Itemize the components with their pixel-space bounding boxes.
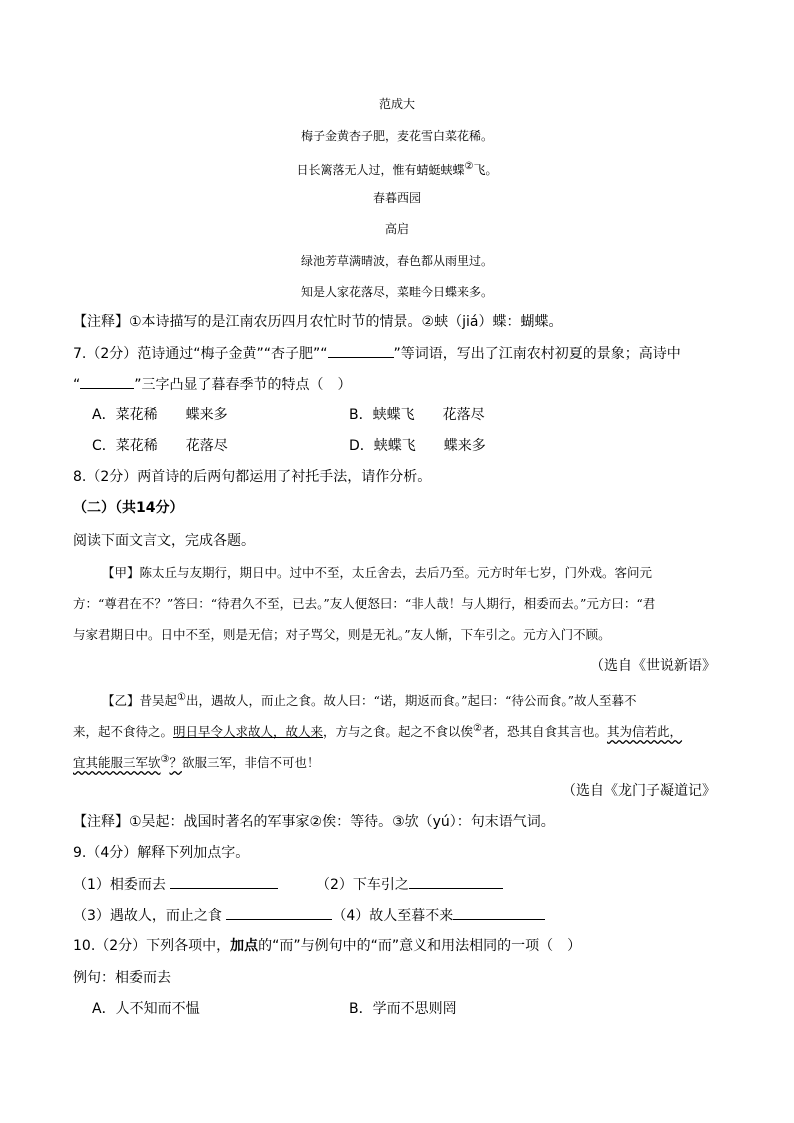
section-heading: （二）（共14分） — [73, 500, 184, 516]
yi-line3-rest: 欲服三军，非信不可也！ — [182, 755, 320, 771]
poem-notes: 【注释】①本诗描写的是江南农历四月农忙时节的情景。②蛱（jiá）蝶：蝴蝶。 — [73, 314, 563, 330]
q7-option-a[interactable]: A．菜花稀 蝶来多 — [92, 407, 228, 423]
question-10 — [73, 936, 581, 956]
answer-blank[interactable] — [170, 874, 278, 889]
yi-line2-mid2: 者，恐其自食其言也。 — [482, 724, 608, 740]
passage-jia-line3: 与家君期日中。日中不至，则是无信；对子骂父，则是无礼。”友人惭，下车引之。元方入门不顾。 — [73, 627, 611, 642]
footnote-mark: ① — [177, 692, 186, 703]
answer-blank[interactable] — [328, 343, 394, 358]
reading-instruction: 阅读下面文言文，完成各题。 — [73, 533, 255, 549]
answer-blank[interactable] — [453, 905, 545, 920]
wavy-underlined-mark: ？ — [169, 755, 182, 771]
q7-option-b[interactable]: B．蛱蝶飞 花落尽 — [349, 407, 485, 423]
q9-item-1-text: （1）相委而去 — [73, 877, 166, 893]
yi-line2-start: 来，起不食待之。 — [73, 724, 174, 740]
poem1-author: 范成大 — [378, 97, 415, 111]
q7-option-c[interactable]: C．菜花稀 花落尽 — [92, 438, 228, 454]
passage-jia-source: （选自《世说新语》 — [590, 658, 716, 674]
answer-blank[interactable] — [80, 374, 134, 389]
question-7 — [73, 343, 681, 364]
yi-line1-start: 【乙】昔吴起 — [102, 693, 178, 709]
passage-yi-source: （选自《龙门子凝道记》 — [562, 783, 716, 799]
q9-item-4-text: （4）故人至暮不来 — [332, 908, 454, 924]
q9-item-3-text: （3）遇故人，而止之食 — [73, 908, 222, 924]
poem2-line2: 知是人家花落尽，菜畦今日蝶来多。 — [300, 285, 493, 299]
poem1-line2 — [0, 157, 794, 180]
q9-item-1 — [73, 874, 278, 895]
q7-text-3: “ — [73, 377, 81, 393]
passage-yi-line1 — [102, 688, 637, 711]
footnote-mark: ② — [473, 723, 483, 734]
poem2-line1: 绿池芳草满晴波，春色都从雨里过。 — [300, 254, 493, 268]
q10-emphasis: 加点 — [230, 938, 259, 954]
passage-notes: 【注释】①吴起：战国时著名的军事家②俟：等待。③欤（yú）：句末语气词。 — [73, 814, 555, 830]
q7-text-4: ”三字凸显了暮春季节的特点（ ） — [134, 377, 352, 393]
wavy-underlined-sentence: 宜其能服三军欤 — [73, 755, 161, 771]
q7-text-1: 7.（2分）范诗通过“梅子金黄”“杏子肥”“ — [73, 346, 328, 362]
underlined-sentence: 明日早令人求故人，故人来 — [173, 724, 324, 740]
wavy-underlined-sentence: 其为信若此， — [607, 724, 683, 740]
answer-blank[interactable] — [226, 905, 332, 920]
question-9: 9.（4分）解释下列加点字。 — [73, 845, 250, 861]
passage-jia-line2: 方：“尊君在不？”答曰：“待君久不至，已去。”友人便怒曰：“非人哉！与人期行，相委而去。”元方曰：“君 — [73, 596, 656, 611]
q10-text-2: 的“而”与例句中的“而”意义和用法相同的一项（ ） — [258, 938, 582, 954]
footnote-mark: ② — [464, 161, 474, 172]
answer-blank[interactable] — [409, 874, 503, 889]
poem1-line1: 梅子金黄杏子肥，麦花雪白菜花稀。 — [300, 129, 493, 143]
poem2-title: 春暮西园 — [372, 191, 421, 205]
poem1-line2-text: 日长篱落无人过，惟有蜻蜓蛱蝶 — [296, 163, 465, 177]
q9-item-2-text: （2）下车引之 — [316, 877, 409, 893]
poem1-line2-end: 飞。 — [473, 163, 498, 177]
q10-text-1: 10.（2分）下列各项中， — [73, 938, 231, 954]
q7-option-d[interactable]: D．蛱蝶飞 蝶来多 — [349, 438, 486, 454]
q9-item-3 — [73, 905, 545, 926]
passage-yi-line3 — [73, 750, 320, 773]
passage-yi-line2 — [73, 719, 682, 742]
q9-item-2 — [316, 874, 503, 895]
poem2-author: 高启 — [384, 222, 409, 236]
passage-jia-line1: 【甲】陈太丘与友期行，期日中。过中不至，太丘舍去，去后乃至。元方时年七岁，门外戏。客问元 — [102, 565, 653, 580]
yi-line1-rest: 出，遇故人，而止之食。故人曰：“诺，期返而食。”起曰：“待公而食。”故人至暮不 — [185, 693, 637, 709]
q10-option-a[interactable]: A．人不知而不愠 — [92, 1001, 200, 1017]
footnote-mark: ③ — [160, 754, 170, 765]
question-8: 8.（2分）两首诗的后两句都运用了衬托手法，请作分析。 — [73, 469, 432, 485]
q10-example: 例句：相委而去 — [73, 970, 171, 986]
q7-text-2: ”等词语，写出了江南农村初夏的景象；高诗中 — [393, 346, 681, 362]
question-7-cont — [73, 374, 352, 395]
yi-line2-mid: ，方与之食。起之不食以俟 — [323, 724, 474, 740]
q10-option-b[interactable]: B．学而不思则罔 — [349, 1001, 457, 1017]
